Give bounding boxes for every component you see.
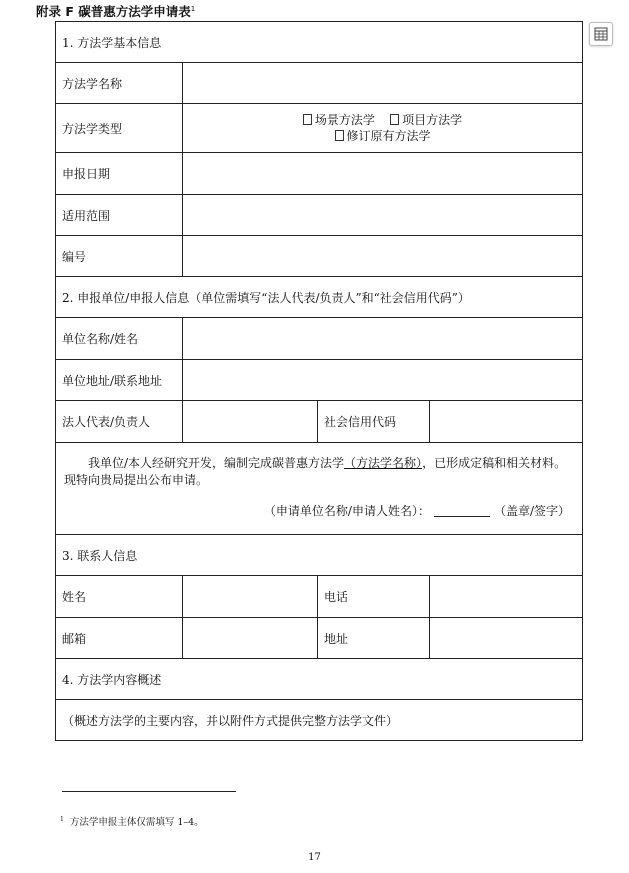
footnote-mark: 1: [60, 815, 64, 823]
apply-date-input[interactable]: [183, 153, 583, 195]
number-label: 编号: [56, 236, 183, 277]
scope-label: 适用范围: [56, 195, 183, 236]
section-3-heading: 3. 联系人信息: [56, 535, 583, 576]
number-input[interactable]: [183, 236, 583, 277]
declaration-row: [56, 443, 583, 535]
option-scenario[interactable]: [303, 113, 375, 127]
page-title-text: 附录 F 碳普惠方法学申请表: [36, 4, 191, 19]
apply-date-row: [56, 153, 583, 195]
unit-address-row: [56, 360, 583, 401]
section-2-heading: 2. 申报单位/申报人信息（单位需填写“法人代表/负责人”和“社会信用代码”）: [56, 277, 583, 318]
footnote-text: 方法学申报主体仅需填写 1–4。: [69, 817, 204, 828]
contact-address-input[interactable]: [430, 618, 583, 659]
section-3-header-row: [56, 535, 583, 576]
methodology-name-input[interactable]: [183, 63, 583, 104]
table-icon: [594, 27, 608, 41]
methodology-type-options: [183, 104, 583, 153]
contact-email-label: 邮箱: [56, 618, 183, 659]
checkbox-icon[interactable]: [390, 114, 399, 125]
page-title: [36, 2, 195, 20]
declaration-methodology-name: （方法学名称）: [344, 456, 423, 470]
contact-phone-input[interactable]: [430, 576, 583, 618]
option-project[interactable]: [390, 113, 462, 127]
contact-name-label: 姓名: [56, 576, 183, 618]
section-2-header-row: [56, 277, 583, 318]
page-number: 17: [308, 852, 321, 863]
footnote: [60, 814, 204, 828]
methodology-type-row: [56, 104, 583, 153]
declaration-prefix: 我单位/本人经研究开发，编制完成碳普惠方法学: [88, 456, 345, 470]
unit-name-input[interactable]: [183, 318, 583, 360]
footnote-divider: [62, 791, 236, 792]
unit-address-label: 单位地址/联系地址: [56, 360, 183, 401]
declaration-suffix: ，已形成定稿和相关材料。现特向贵局提出公布申请。: [64, 456, 567, 487]
legal-rep-row: [56, 401, 583, 443]
signature-suffix: （盖章/签字）: [493, 504, 571, 518]
summary-row: [56, 700, 583, 741]
credit-code-label: 社会信用代码: [318, 401, 430, 443]
legal-rep-input[interactable]: [183, 401, 318, 443]
contact-name-input[interactable]: [183, 576, 318, 618]
legal-rep-label: 法人代表/负责人: [56, 401, 183, 443]
section-4-heading: 4. 方法学内容概述: [56, 659, 583, 700]
number-row: [56, 236, 583, 277]
section-1-header-row: [56, 22, 583, 63]
unit-name-label: 单位名称/姓名: [56, 318, 183, 360]
methodology-type-label: 方法学类型: [56, 104, 183, 153]
signature-prefix: （申请单位名称/申请人姓名）：: [263, 504, 430, 518]
declaration-text: [64, 455, 574, 489]
signature-blank[interactable]: [434, 504, 490, 517]
scope-input[interactable]: [183, 195, 583, 236]
contact-address-label: 地址: [318, 618, 430, 659]
application-form-table: [55, 21, 583, 741]
summary-note[interactable]: （概述方法学的主要内容，并以附件方式提供完整方法学文件）: [56, 700, 583, 741]
contact-email-input[interactable]: [183, 618, 318, 659]
declaration-cell: [56, 443, 583, 535]
unit-address-input[interactable]: [183, 360, 583, 401]
option-project-label: 项目方法学: [402, 113, 463, 127]
option-revise[interactable]: [335, 129, 431, 143]
credit-code-input[interactable]: [430, 401, 583, 443]
signature-line: [64, 503, 574, 520]
option-revise-label: 修订原有方法学: [346, 129, 431, 143]
checkbox-icon[interactable]: [335, 130, 344, 141]
option-scenario-label: 场景方法学: [314, 113, 375, 127]
scope-row: [56, 195, 583, 236]
section-1-heading: 1. 方法学基本信息: [56, 22, 583, 63]
table-tool-button[interactable]: [589, 22, 613, 46]
section-4-header-row: [56, 659, 583, 700]
checkbox-icon[interactable]: [303, 114, 312, 125]
contact-name-phone-row: [56, 576, 583, 618]
methodology-name-label: 方法学名称: [56, 63, 183, 104]
unit-name-row: [56, 318, 583, 360]
contact-email-address-row: [56, 618, 583, 659]
footnote-reference: 1: [190, 4, 196, 13]
methodology-name-row: [56, 63, 583, 104]
apply-date-label: 申报日期: [56, 153, 183, 195]
contact-phone-label: 电话: [318, 576, 430, 618]
